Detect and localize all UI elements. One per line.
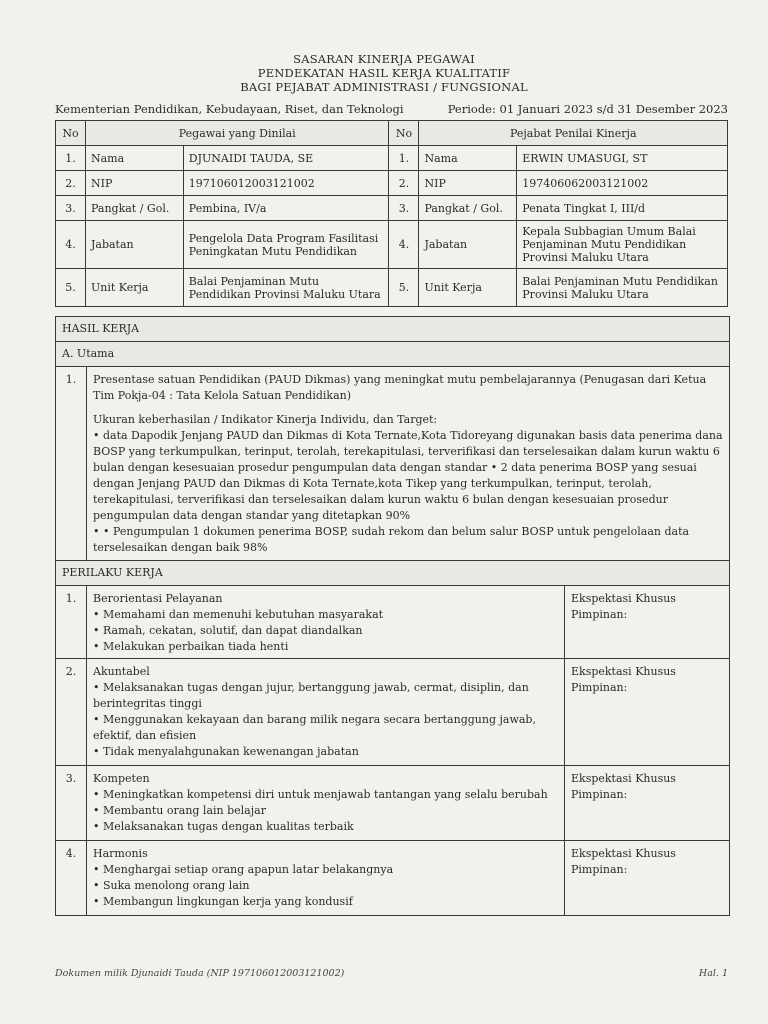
row-label: NIP: [85, 171, 183, 196]
doc-title-line3: BAGI PEJABAT ADMINISTRASI / FUNGSIONAL: [240, 80, 528, 94]
item-no: 1.: [56, 367, 87, 561]
pegawai-value: Pembina, IV/a: [183, 196, 389, 221]
perilaku-title: Kompeten: [93, 772, 150, 785]
perilaku-item: [56, 840, 729, 915]
hasil-kerja-heading: HASIL KERJA: [56, 317, 729, 342]
perilaku-content: [87, 841, 565, 915]
row-no: 3.: [56, 196, 86, 221]
perilaku-bullet: • Melakukan perbaikan tiada henti: [93, 640, 289, 653]
perilaku-title: Berorientasi Pelayanan: [93, 592, 223, 605]
perilaku-bullet: • Membangun lingkungan kerja yang kondusif: [93, 895, 353, 908]
pejabat-value: 197406062003121002: [517, 171, 728, 196]
row-label: Nama: [419, 146, 517, 171]
perilaku-title: Akuntabel: [93, 665, 150, 678]
perilaku-kerja-heading: PERILAKU KERJA: [56, 561, 729, 586]
row-label: Pangkat / Gol.: [85, 196, 183, 221]
row-label: Nama: [85, 146, 183, 171]
row-no: 5.: [56, 269, 86, 307]
item-no: 3.: [56, 766, 87, 840]
indicator-label: Ukuran keberhasilan / Indikator Kinerja Individu, dan Target:: [93, 413, 438, 426]
table-row: [56, 221, 728, 269]
perilaku-content: [87, 766, 565, 840]
perilaku-bullet: • Memahami dan memenuhi kebutuhan masyarakat: [93, 608, 384, 621]
pegawai-value: Pengelola Data Program Fasilitasi Peningkatan Mutu Pendidikan: [183, 221, 389, 269]
doc-title-line2: PENDEKATAN HASIL KERJA KUALITATIF: [257, 66, 511, 80]
item-title: Presentase satuan Pendidikan (PAUD Dikmas) yang meningkat mutu pembelajarannya (Penugasan dari Ketua Tim Pokja-04 : Tata Kelola Satuan Pendidikan): [93, 373, 707, 402]
row-no: 1.: [389, 146, 419, 171]
col-no: No: [56, 121, 86, 146]
doc-title-line1: SASARAN KINERJA PEGAWAI: [293, 52, 475, 66]
item-no: 2.: [56, 659, 87, 765]
row-no: 4.: [56, 221, 86, 269]
table-row: [56, 146, 728, 171]
col-pegawai: Pegawai yang Dinilai: [85, 121, 389, 146]
expectation-label: Ekspektasi Khusus Pimpinan:: [571, 847, 676, 876]
pegawai-value: DJUNAIDI TAUDA, SE: [183, 146, 389, 171]
perilaku-item: [56, 586, 729, 658]
perilaku-bullet: • Tidak menyalahgunakan kewenangan jabatan: [93, 745, 359, 758]
item-content: [87, 367, 729, 561]
row-label: Unit Kerja: [419, 269, 517, 307]
row-no: 1.: [56, 146, 86, 171]
perilaku-bullet: • Suka menolong orang lain: [93, 879, 250, 892]
hasil-kerja-item: [56, 367, 729, 561]
row-label: Unit Kerja: [85, 269, 183, 307]
perilaku-content: [87, 659, 565, 765]
row-label: Jabatan: [85, 221, 183, 269]
footer-page-number: Hal. 1: [698, 968, 728, 979]
indicator-text: • data Dapodik Jenjang PAUD dan Dikmas di Kota Ternate,Kota Tidoreyang digunakan basis data penerima dana BOSP yang terkumpulkan, terinput, terolah, terekapitulasi, terverifikasi dan terselesaikan dalam kurun waktu 6 bulan dengan kesesuaian prosedur pengumpulan data dengan standar • 2 data penerima BOSP yang sesuai dengan Jenjang PAUD dan Dikmas di Kota Ternate,kota Tikep yang terkumpulkan, terinput, terolah, terekapitulasi, terverifikasi dan terselesaikan dalam kurun waktu 6 bulan dengan kesesuaian prosedur pengumpulan data dengan standar yang ditetapkan 90%: [93, 429, 723, 522]
pegawai-value: 197106012003121002: [183, 171, 389, 196]
period-text: Periode: 01 Januari 2023 s/d 31 Desember 2023: [447, 102, 728, 116]
item-no: 4.: [56, 841, 87, 915]
utama-subheading: A. Utama: [56, 342, 729, 367]
perilaku-item: [56, 658, 729, 765]
identity-header-row: [56, 121, 728, 146]
pejabat-value: ERWIN UMASUGI, ST: [517, 146, 728, 171]
row-label: NIP: [419, 171, 517, 196]
item-no: 1.: [56, 586, 87, 658]
table-row: [56, 171, 728, 196]
row-label: Jabatan: [419, 221, 517, 269]
perilaku-bullet: • Meningkatkan kompetensi diri untuk menjawab tantangan yang selalu berubah: [93, 788, 548, 801]
row-no: 3.: [389, 196, 419, 221]
footer-owner: Dokumen milik Djunaidi Tauda (NIP 197106012003121002): [55, 968, 345, 979]
table-row: [56, 196, 728, 221]
ministry-name: Kementerian Pendidikan, Kebudayaan, Riset, dan Teknologi: [55, 102, 404, 116]
perilaku-bullet: • Melaksanakan tugas dengan kualitas terbaik: [93, 820, 354, 833]
row-no: 2.: [389, 171, 419, 196]
hasil-kerja-section: [55, 316, 730, 562]
expectation-label: Ekspektasi Khusus Pimpinan:: [571, 665, 676, 694]
identity-table: [55, 120, 728, 307]
perilaku-kerja-section: [55, 560, 730, 916]
perilaku-bullet: • Menggunakan kekayaan dan barang milik negara secara bertanggung jawab, efektif, dan efisien: [93, 713, 536, 742]
row-no: 2.: [56, 171, 86, 196]
perilaku-content: [87, 586, 565, 658]
perilaku-bullet: • Ramah, cekatan, solutif, dan dapat diandalkan: [93, 624, 363, 637]
perilaku-title: Harmonis: [93, 847, 148, 860]
col-pejabat: Pejabat Penilai Kinerja: [419, 121, 728, 146]
indicator-text-2: • • Pengumpulan 1 dokumen penerima BOSP, sudah rekom dan belum salur BOSP untuk pengelolaan data terselesaikan dengan baik 98%: [93, 525, 690, 554]
expectation-label: Ekspektasi Khusus Pimpinan:: [571, 772, 676, 801]
row-no: 4.: [389, 221, 419, 269]
expectation-label: Ekspektasi Khusus Pimpinan:: [571, 592, 676, 621]
pejabat-value: Penata Tingkat I, III/d: [517, 196, 728, 221]
table-row: [56, 269, 728, 307]
pegawai-value: Balai Penjaminan Mutu Pendidikan Provinsi Maluku Utara: [183, 269, 389, 307]
perilaku-bullet: • Membantu orang lain belajar: [93, 804, 266, 817]
perilaku-bullet: • Menghargai setiap orang apapun latar belakangnya: [93, 863, 394, 876]
row-no: 5.: [389, 269, 419, 307]
row-label: Pangkat / Gol.: [419, 196, 517, 221]
pejabat-value: Balai Penjaminan Mutu Pendidikan Provinsi Maluku Utara: [517, 269, 728, 307]
col-no: No: [389, 121, 419, 146]
perilaku-bullet: • Melaksanakan tugas dengan jujur, bertanggung jawab, cermat, disiplin, dan berintegritas tinggi: [93, 681, 529, 710]
pejabat-value: Kepala Subbagian Umum Balai Penjaminan Mutu Pendidikan Provinsi Maluku Utara: [517, 221, 728, 269]
perilaku-item: [56, 765, 729, 840]
